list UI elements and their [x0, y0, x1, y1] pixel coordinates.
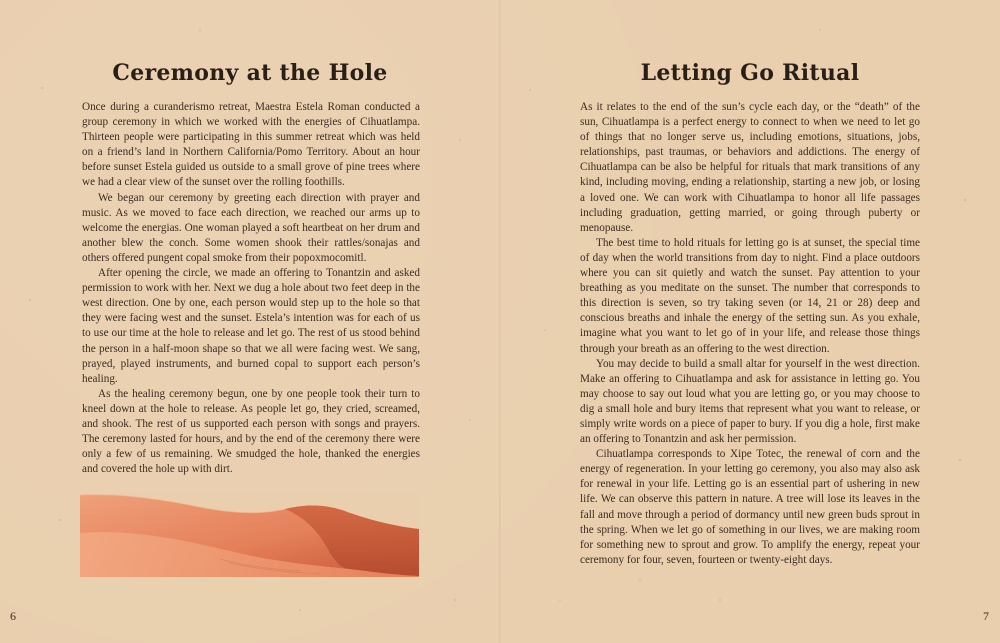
right-paragraph: You may decide to build a small altar for yourself in the west direction. Make an offering to Cihuatlampa and ask for assistance in letting go. You may choose to say out loud what you are letting go, or you may choose to dig a small hole and bury items that represent what you want to release, or simply write words on a piece of paper to bury. If you dig a hole, first make an offering to Tonantzin and ask her permission. — [580, 357, 920, 446]
page-number: 6 — [10, 609, 16, 623]
right-paragraph: As it relates to the end of the sun’s cycle each day, or the “death” of the sun, Cihuatlampa is a perfect energy to connect to when we need to let go of things that no longer serve us, including emotions, situations, jobs, relationships, past traumas, or behaviors and addictions. The energy of Cihuatlampa can be also be helpful for rituals that mark transitions of any kind, including moving, ending a relationship, starting a new job, or losing a loved one. We can work with Cihuatlampa to honor all life passages including graduation, getting married, or going through puberty or menopause. — [580, 101, 920, 234]
desert-sand-dunes-icon — [80, 493, 419, 577]
right-paragraph: The best time to hold rituals for letting go is at sunset, the special time of day when the world transitions from day to night. Find a place outdoors where you can sit quietly and watch the sunset. Pay attention to your breathing as you meditate on the sunset. The number that corresponds to this direction is seven, so try taking seven (or 14, 21 or 28) deep and conscious breaths and inhale the energy of the setting sun. As you exhale, imagine what you want to let go of in your life, and release those things through your breath as an offering to the west direction. — [580, 236, 920, 355]
right-page-title: Letting Go Ritual — [640, 60, 860, 86]
left-page-title: Ceremony at the Hole — [112, 60, 388, 86]
right-page — [500, 0, 1000, 643]
right-paragraph: Cihuatlampa corresponds to Xipe Totec, the renewal of corn and the energy of regeneration. In your letting go ceremony, you also may also ask for renewal in your life. Letting go is an essential part of ushering in new life. We can observe this pattern in nature. A tree will lose its leaves in the fall and move through a period of dormancy until new green buds sprout in the spring. When we let go of something in our lives, we are making room for something new to sprout and grow. To amplify the energy, repeat your ceremony for four, seven, fourteen or twenty-eight days. — [580, 448, 920, 566]
left-paragraph: After opening the circle, we made an offering to Tonantzin and asked permission to work with her. Next we dug a hole about two feet deep in the west direction. One by one, each person would step up to the hole so that they were facing west and the sunset. Estela’s intention was for each of us to use our time at the hole to release and let go. The rest of us stood behind the person in a half-moon shape so that we all were facing west. We sang, prayed, played instruments, and burned copal to support each person’s healing. — [82, 267, 420, 385]
right-page-body — [580, 100, 920, 568]
left-paragraph: We began our ceremony by greeting each direction with prayer and music. As we moved to face each direction, we reached our arms up to welcome the energias. One woman played a soft heartbeat on her drum and another blew the conch. Some women shook their rattles/sonajas and others offered pungent copal smoke from their popoxmocomitl. — [82, 191, 420, 264]
left-page-body — [82, 100, 420, 477]
left-paragraph: As the healing ceremony begun, one by one people took their turn to kneel down at the hole to release. As people let go, they cried, screamed, and shook. The rest of us supported each person with songs and prayers. The ceremony lasted for hours, and by the end of the ceremony there were only a few of us remaining. We smudged the hole, thanked the energies and covered the hole up with dirt. — [82, 387, 420, 476]
page-number: 7 — [983, 609, 989, 623]
left-paragraph: Once during a curanderismo retreat, Maestra Estela Roman conducted a group ceremony in which we worked with the energies of Cihuatlampa. Thirteen people were participating in this summer retreat which was held on a friend’s land in Northern California/Pomo Territory. About an hour before sunset Estela guided us outside to a small grove of pine trees where we had a clear view of the sunset over the rolling foothills. — [82, 101, 420, 189]
